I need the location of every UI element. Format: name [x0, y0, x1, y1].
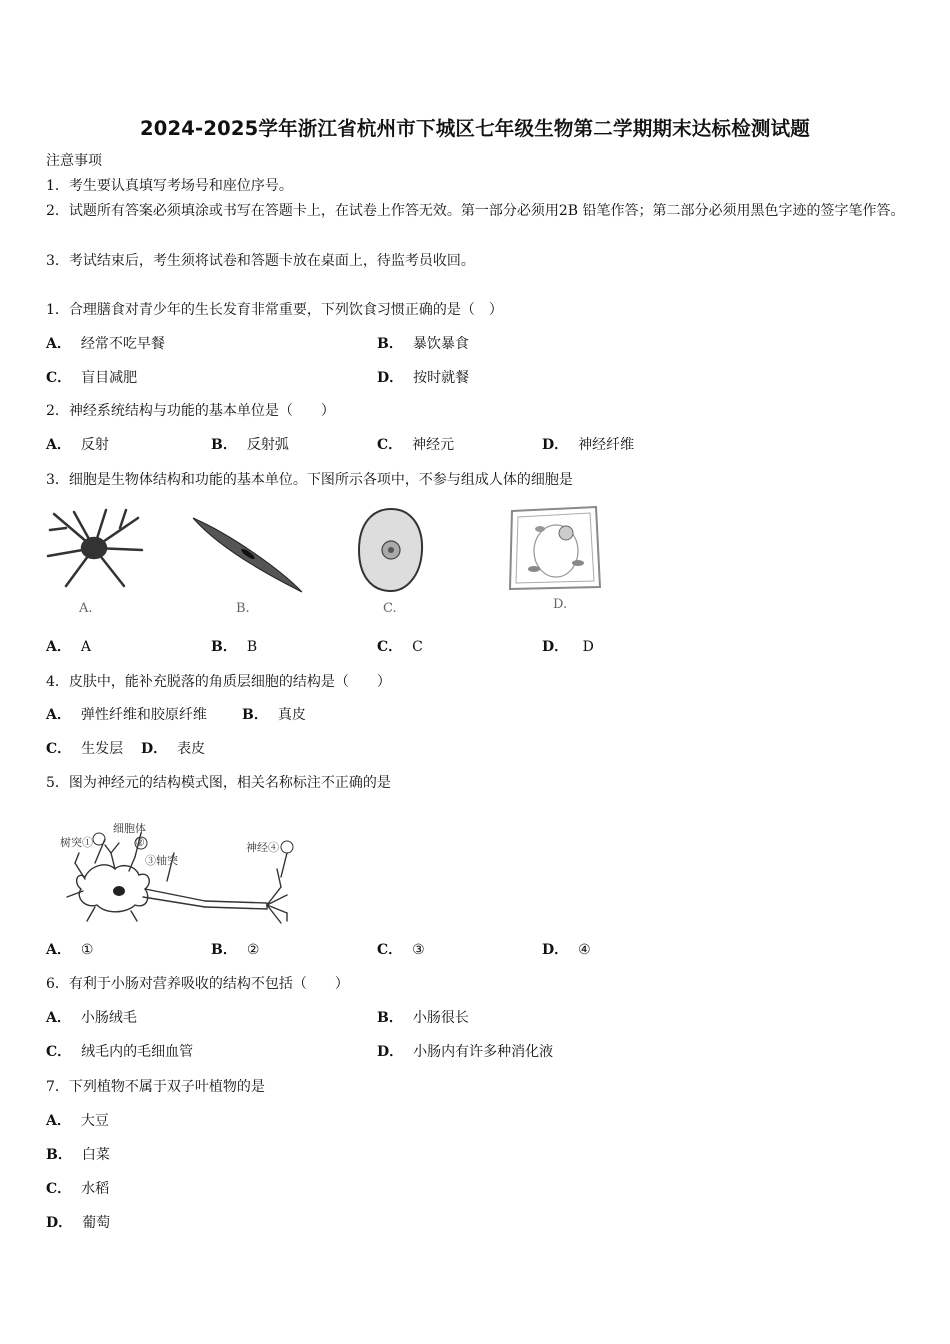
- q4-option-c[interactable]: [46, 739, 123, 759]
- option-letter: B．: [242, 707, 268, 723]
- option-text: 小肠内有许多种消化液: [413, 1044, 554, 1060]
- figure-label: A.: [79, 601, 93, 616]
- option-letter: C．: [46, 1181, 72, 1197]
- q2-option-d[interactable]: [542, 435, 634, 455]
- option-letter: C．: [46, 741, 72, 757]
- notice-item: 3．考试结束后，考生须将试卷和答题卡放在桌面上，待监考员收回。: [46, 253, 475, 269]
- option-text: 大豆: [80, 1113, 109, 1129]
- option-letter: A．: [46, 1113, 71, 1129]
- question-5-stem: 5．图为神经元的结构模式图，相关名称标注不正确的是: [46, 775, 391, 791]
- q1-option-b[interactable]: [377, 334, 469, 354]
- option-text: 反射弧: [246, 437, 289, 453]
- q5-option-c[interactable]: [377, 940, 425, 960]
- option-text: 经常不吃早餐: [80, 336, 165, 352]
- q3-option-d[interactable]: [542, 637, 594, 657]
- q1-option-c[interactable]: [46, 368, 137, 388]
- option-text: ①: [80, 942, 94, 958]
- muscle-cell-figure: [190, 514, 305, 594]
- question-3-stem: 3．细胞是生物体结构和功能的基本单位。下图所示各项中，不参与组成人体的细胞是: [46, 472, 573, 488]
- option-text: 葡萄: [82, 1215, 111, 1231]
- option-letter: A．: [46, 639, 71, 655]
- option-text: 反射: [80, 437, 109, 453]
- option-letter: A．: [46, 1010, 71, 1026]
- q1-option-d[interactable]: [377, 368, 469, 388]
- question-6-stem: 6．有利于小肠对营养吸收的结构不包括（ ）: [46, 976, 349, 992]
- diagram-label: 细胞体: [113, 822, 146, 835]
- page-title: 2024-2025学年浙江省杭州市下城区七年级生物第二学期期末达标检测试题: [139, 117, 811, 140]
- plant-cell-figure: [506, 503, 602, 591]
- option-letter: B．: [46, 1147, 72, 1163]
- option-letter: D．: [542, 437, 569, 453]
- option-letter: D．: [377, 1044, 404, 1060]
- q6-option-a[interactable]: [46, 1008, 137, 1028]
- option-text: 神经元: [412, 437, 455, 453]
- notice-item: 1．考生要认真填写考场号和座位序号。: [46, 178, 293, 194]
- question-2-stem: 2．神经系统结构与功能的基本单位是（ ）: [46, 403, 335, 419]
- option-letter: B．: [211, 639, 237, 655]
- epithelial-cell-figure: [356, 506, 426, 594]
- option-letter: B．: [377, 336, 403, 352]
- diagram-label: ③轴突: [145, 854, 178, 867]
- q4-option-a[interactable]: [46, 705, 207, 725]
- option-letter: A．: [46, 336, 71, 352]
- q2-option-c[interactable]: [377, 435, 454, 455]
- q4-option-d[interactable]: [141, 739, 205, 759]
- q7-option-a[interactable]: [46, 1111, 109, 1131]
- option-text: ③: [412, 942, 425, 958]
- figure-label: B.: [236, 601, 250, 616]
- option-text: 小肠很长: [412, 1010, 469, 1026]
- option-text: 水稻: [81, 1181, 110, 1197]
- option-letter: A．: [46, 942, 71, 958]
- q3-option-b[interactable]: [211, 637, 257, 657]
- option-letter: D．: [542, 639, 569, 655]
- q5-option-d[interactable]: [542, 940, 591, 960]
- option-letter: D．: [377, 370, 404, 386]
- option-letter: C．: [377, 639, 403, 655]
- q7-option-d[interactable]: [46, 1213, 110, 1233]
- option-text: ④: [578, 942, 591, 958]
- option-text: ②: [246, 942, 260, 958]
- question-4-stem: 4．皮肤中，能补充脱落的角质层细胞的结构是（ ）: [46, 674, 391, 690]
- option-letter: C．: [46, 1044, 72, 1060]
- q2-option-b[interactable]: [211, 435, 289, 455]
- option-text: 白菜: [81, 1147, 110, 1163]
- question-7-stem: 7．下列植物不属于双子叶植物的是: [46, 1079, 265, 1095]
- option-text: 绒毛内的毛细血管: [81, 1044, 194, 1060]
- option-text: 按时就餐: [413, 370, 470, 386]
- option-text: 表皮: [177, 741, 206, 757]
- diagram-label: ②: [135, 836, 145, 849]
- option-letter: A．: [46, 437, 71, 453]
- option-text: B: [246, 639, 258, 655]
- q6-option-d[interactable]: [377, 1042, 553, 1062]
- figure-label: D.: [553, 597, 568, 612]
- diagram-label: 树突①: [60, 836, 93, 849]
- option-letter: D．: [46, 1215, 73, 1231]
- neuron-cell-figure: [46, 508, 146, 592]
- q7-option-b[interactable]: [46, 1145, 110, 1165]
- q3-option-a[interactable]: [46, 637, 91, 657]
- q5-option-b[interactable]: [211, 940, 259, 960]
- option-letter: C．: [46, 370, 72, 386]
- option-text: C: [412, 639, 423, 655]
- q1-option-a[interactable]: [46, 334, 165, 354]
- option-text: 神经纤维: [578, 437, 635, 453]
- option-letter: B．: [211, 942, 237, 958]
- q6-option-b[interactable]: [377, 1008, 469, 1028]
- notice-heading: 注意事项: [46, 153, 102, 169]
- option-letter: B．: [211, 437, 237, 453]
- q2-option-a[interactable]: [46, 435, 109, 455]
- q3-option-c[interactable]: [377, 637, 423, 657]
- option-letter: C．: [377, 437, 403, 453]
- option-text: 小肠绒毛: [80, 1010, 137, 1026]
- q7-option-c[interactable]: [46, 1179, 109, 1199]
- notice-item: 2．试题所有答案必须填涂或书写在答题卡上，在试卷上作答无效。第一部分必须用2B 铅笔作答；第二部分必须用黑色字迹的签字笔作答。: [46, 203, 905, 219]
- option-text: 真皮: [277, 707, 306, 723]
- figure-label: C.: [383, 601, 397, 616]
- option-text: 弹性纤维和胶原纤维: [80, 707, 207, 723]
- option-text: 盲目减肥: [81, 370, 138, 386]
- option-text: A: [80, 639, 91, 655]
- option-text: 暴饮暴食: [412, 336, 469, 352]
- option-letter: A．: [46, 707, 71, 723]
- q6-option-c[interactable]: [46, 1042, 193, 1062]
- option-letter: D．: [542, 942, 569, 958]
- q4-option-b[interactable]: [242, 705, 306, 725]
- option-text: D: [578, 639, 594, 655]
- q5-option-a[interactable]: [46, 940, 93, 960]
- option-text: 生发层: [81, 741, 124, 757]
- diagram-label: 神经④: [246, 841, 279, 854]
- option-letter: C．: [377, 942, 403, 958]
- question-1-stem: 1．合理膳食对青少年的生长发育非常重要，下列饮食习惯正确的是（ ）: [46, 302, 503, 318]
- option-letter: B．: [377, 1010, 403, 1026]
- option-letter: D．: [141, 741, 168, 757]
